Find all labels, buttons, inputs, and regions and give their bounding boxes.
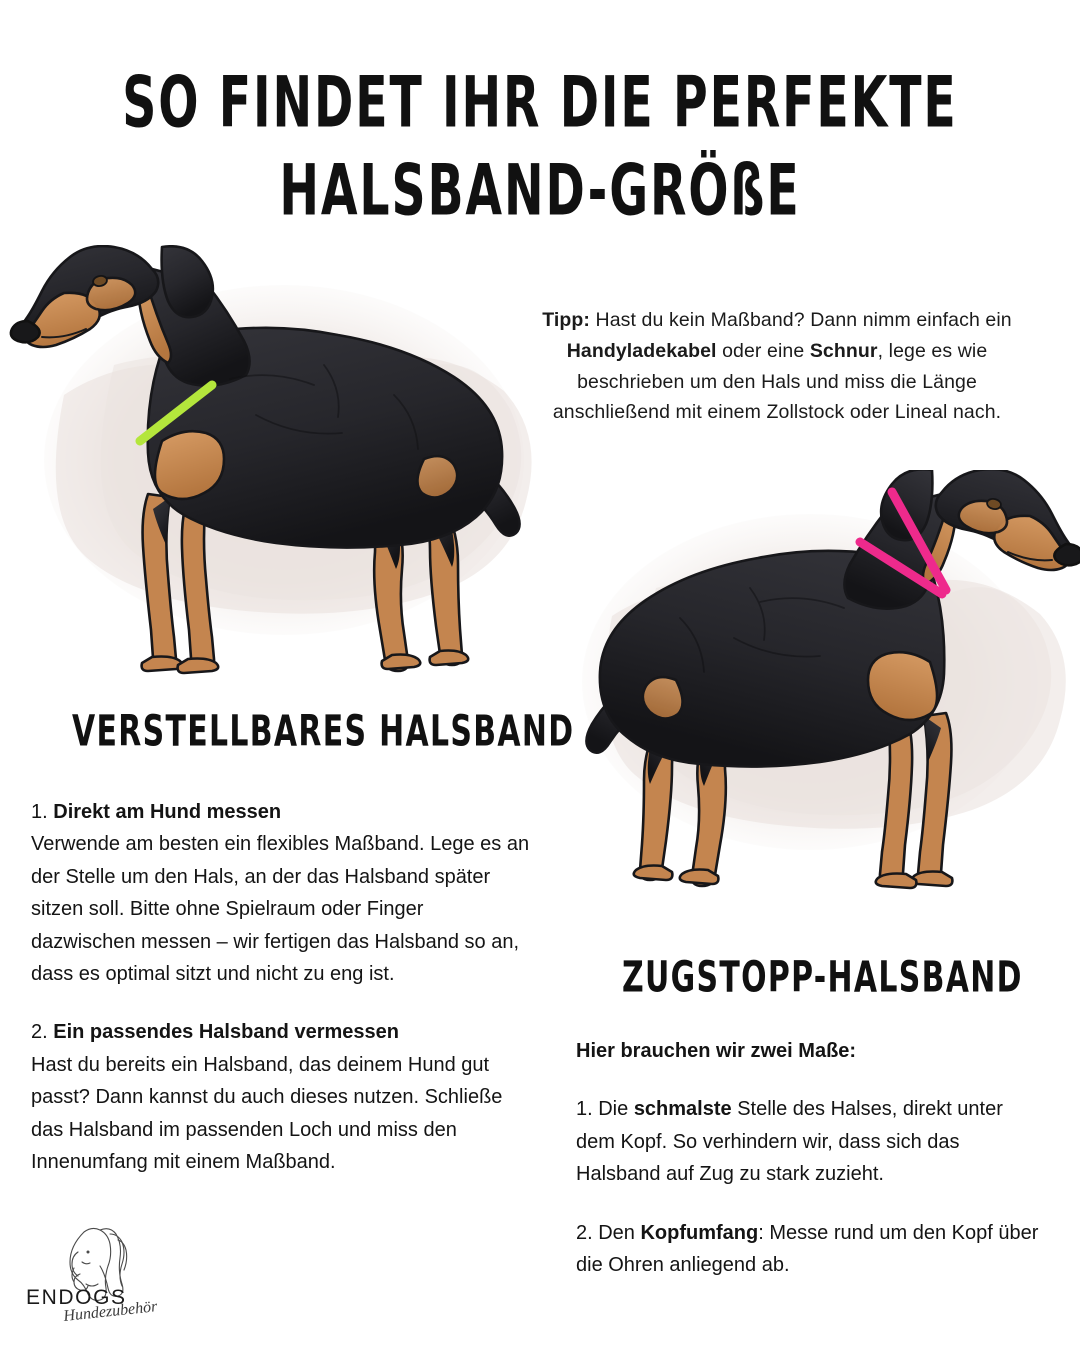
tip-bold-1: Handyladekabel — [566, 339, 717, 362]
right-step-2-body: : Messe rund um den Kopf über die Ohren anliegend ab. — [576, 1221, 1039, 1276]
left-step-2-body: Hast du bereits ein Halsband, das deinem Hund gut passt? Dann kannst du auch dieses nutzen. Schließe das Halsband im passenden Loch und miss den Innenumfang mit einem Maßband. — [31, 1053, 503, 1173]
right-step-1 — [576, 1093, 1046, 1190]
left-step-2 — [31, 1016, 531, 1178]
logo-wordmark: ENDOGS — [26, 1286, 127, 1309]
right-step-2-bold: Kopfumfang — [640, 1221, 759, 1244]
heading-verstellbares-halsband: VERSTELLBARES HALSBAND — [72, 707, 575, 757]
left-step-1 — [31, 796, 531, 990]
tip-bold-2: Schnur — [809, 339, 878, 362]
page-title — [0, 62, 1080, 232]
brand-logo — [22, 1222, 192, 1330]
logo-script: Hundezubehör — [62, 1298, 159, 1325]
left-step-1-body: Verwende am besten ein flexibles Maßband. Lege es an der Stelle um den Hals, an der das Halsband später sitzen soll. Bitte ohne Spielraum oder Finger dazwischen messen – wir fertigen das Halsband so an, dass es optimal sitzt und nicht zu eng ist. — [31, 833, 530, 985]
right-dog-illustration — [560, 470, 1080, 890]
left-step-1-title: Direkt am Hund messen — [53, 801, 282, 823]
tip-text-3: , lege es wie beschrieben um den Hals und miss die Länge anschließend mit einem Zollstock oder Lineal nach. — [552, 339, 1002, 424]
right-step-1-bold: schmalste — [633, 1098, 732, 1121]
right-step-2 — [576, 1217, 1046, 1282]
left-step-2-title: Ein passendes Halsband vermessen — [53, 1021, 399, 1044]
title-line-2: HALSBAND-GRÖßE — [279, 150, 801, 232]
right-section-body — [576, 1035, 1046, 1281]
left-step-2-number: 2. — [31, 1021, 54, 1044]
tip-label: Tipp: — [542, 309, 591, 331]
left-section-body — [31, 796, 531, 1178]
left-step-1-number: 1. — [31, 801, 54, 823]
tip-text-1: Hast du kein Maßband? Dann nimm einfach ein — [590, 309, 1012, 331]
title-line-1: SO FINDET IHR DIE PERFEKTE — [122, 62, 958, 144]
tip-text-2: oder eine — [716, 339, 810, 362]
right-lead-text: Hier brauchen wir zwei Maße: — [576, 1040, 857, 1062]
right-step-1-body: Stelle des Halses, direkt unter dem Kopf. So verhindern wir, dass sich das Halsband auf Zug zu stark zuzieht. — [576, 1098, 1003, 1186]
tip-text — [542, 305, 1012, 428]
right-step-1-number: 1. Die — [576, 1098, 634, 1121]
right-step-2-number: 2. Den — [576, 1221, 641, 1244]
heading-zugstopp-halsband: ZUGSTOPP-HALSBAND — [622, 953, 1023, 1003]
left-dog-illustration — [0, 245, 554, 675]
